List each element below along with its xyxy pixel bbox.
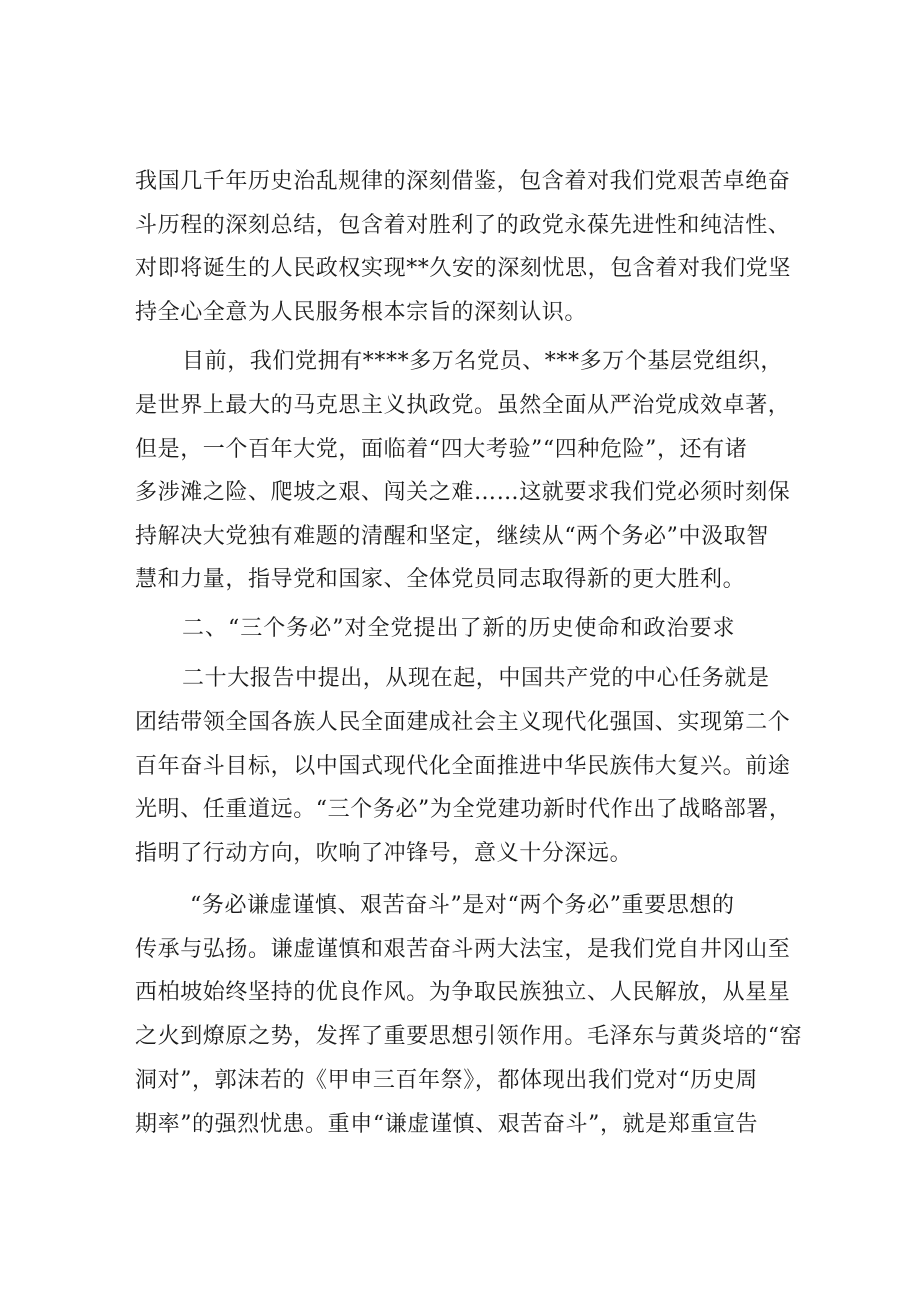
text-line: 目前，我们党拥有****多万名党员、***多万个基层党组织， [182, 349, 784, 374]
text-line: 持解决大党独有难题的清醒和坚定，继续从“两个务必”中汲取智 [135, 524, 769, 549]
text-line: 我国几千年历史治乱规律的深刻借鉴，包含着对我们党艰苦卓绝奋 [135, 169, 791, 194]
text-line: 斗历程的深刻总结，包含着对胜利了的政党永葆先进性和纯洁性、 [135, 213, 791, 238]
text-line: 洞对”，郭沫若的《甲申三百年祭》，都体现出我们党对“历史周 [135, 1068, 758, 1093]
text-line: 二十大报告中提出，从现在起，中国共产党的中心任务就是 [182, 666, 770, 691]
section-heading: 二、“三个务必”对全党提出了新的历史使命和政治要求 [182, 616, 736, 641]
text-line: 持全心全意为人民服务根本宗旨的深刻认识。 [135, 300, 588, 325]
text-line: 但是，一个百年大党，面临着“四大考验”“四种危险”，还有诸 [135, 437, 748, 462]
text-line: 百年奋斗目标，以中国式现代化全面推进中华民族伟大复兴。前途 [135, 754, 791, 779]
text-line: 指明了行动方向，吹响了冲锋号，意义十分深远。 [135, 841, 633, 866]
text-line: 期率”的强烈忧患。重申“谦虚谨慎、艰苦奋斗”，就是郑重宣告 [135, 1112, 759, 1137]
text-line: 传承与弘扬。谦虚谨慎和艰苦奋斗两大法宝，是我们党自井冈山至 [135, 937, 791, 962]
text-line: 之火到燎原之势，发挥了重要思想引领作用。毛泽东与黄炎培的“窑 [135, 1024, 803, 1049]
text-line: 是世界上最大的马克思主义执政党。虽然全面从严治党成效卓著， [135, 393, 791, 418]
text-line: 光明、任重道远。“三个务必”为全党建功新时代作出了战略部署， [135, 797, 792, 822]
text-line: 多涉滩之险、爬坡之艰、闯关之难……这就要求我们党必须时刻保 [135, 480, 791, 505]
text-line: 慧和力量，指导党和国家、全体党员同志取得新的更大胜利。 [135, 567, 746, 592]
text-line: 西柏坡始终坚持的优良作风。为争取民族独立、人民解放，从星星 [135, 980, 791, 1005]
text-line: 团结带领全国各族人民全面建成社会主义现代化强国、实现第二个 [135, 710, 791, 735]
text-line: “务必谦虚谨慎、艰苦奋斗”是对“两个务必”重要思想的 [190, 893, 735, 918]
text-line: 对即将诞生的人民政权实现**久安的深刻忧思，包含着对我们党坚 [135, 256, 792, 281]
